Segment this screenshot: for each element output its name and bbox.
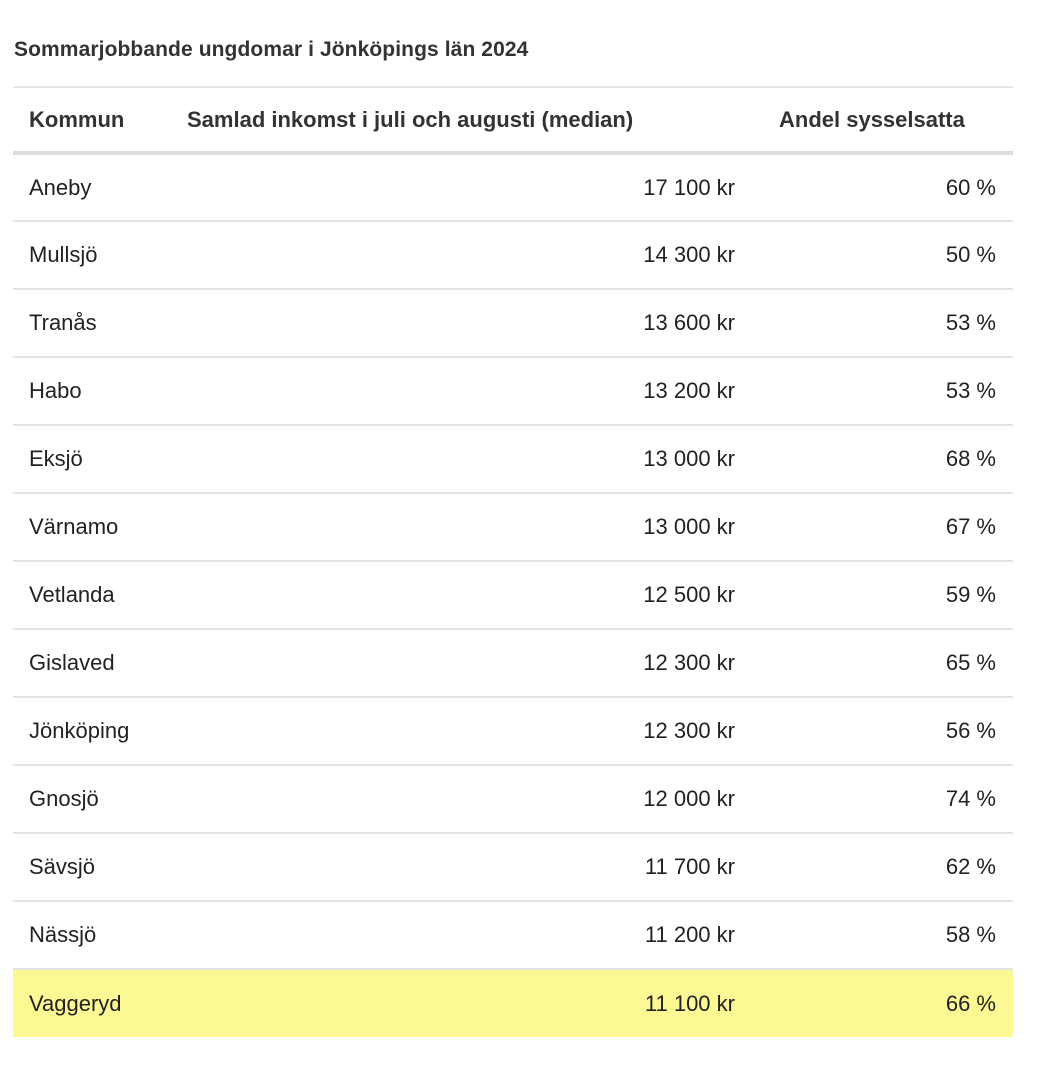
cell-inkomst: 12 300 kr bbox=[643, 718, 735, 743]
cell-kommun: Tranås bbox=[29, 310, 97, 335]
cell-kommun: Värnamo bbox=[29, 514, 119, 539]
cell-kommun: Eksjö bbox=[29, 446, 83, 471]
cell-inkomst: 11 100 kr bbox=[173, 969, 735, 1037]
cell-andel: 56 % bbox=[945, 718, 996, 743]
table-body bbox=[13, 153, 1013, 1037]
table-title: Sommarjobbande ungdomar i Jönköpings län 2024 bbox=[14, 38, 529, 61]
cell-inkomst: 14 300 kr bbox=[643, 242, 735, 267]
cell-kommun: Vetlanda bbox=[29, 582, 115, 607]
cell-inkomst: 11 200 kr bbox=[644, 922, 735, 947]
cell-inkomst: 13 200 kr bbox=[643, 378, 735, 403]
cell-inkomst: 13 000 kr bbox=[643, 446, 735, 471]
table-row bbox=[13, 833, 1013, 901]
cell-kommun: Aneby bbox=[29, 174, 92, 200]
cell-inkomst: 11 700 kr bbox=[644, 854, 735, 879]
cell-kommun: Jönköping bbox=[29, 718, 130, 743]
data-table bbox=[13, 86, 1013, 1037]
cell-andel: 58 % bbox=[945, 922, 996, 947]
cell-kommun: Sävsjö bbox=[29, 854, 96, 879]
cell-inkomst: 12 500 kr bbox=[643, 582, 735, 607]
table-row bbox=[13, 221, 1013, 289]
cell-andel: 53 % bbox=[945, 310, 996, 335]
cell-inkomst: 12 000 kr bbox=[643, 786, 735, 811]
table-row bbox=[13, 561, 1013, 629]
cell-andel: 74 % bbox=[945, 786, 996, 811]
table-row bbox=[13, 289, 1013, 357]
table-header bbox=[13, 87, 1013, 153]
cell-andel: 59 % bbox=[945, 582, 996, 607]
column-header-andel: Andel sysselsatta bbox=[779, 106, 965, 132]
column-header-inkomst: Samlad inkomst i juli och augusti (median) bbox=[187, 106, 634, 132]
table-row bbox=[13, 425, 1013, 493]
cell-inkomst: 13 600 kr bbox=[643, 310, 735, 335]
header-row bbox=[13, 87, 1013, 153]
column-header-kommun: Kommun bbox=[29, 106, 125, 132]
table-row-highlighted bbox=[13, 969, 1013, 1037]
cell-andel: 62 % bbox=[945, 854, 996, 879]
cell-kommun: Gislaved bbox=[29, 650, 115, 675]
cell-kommun: Mullsjö bbox=[29, 242, 98, 267]
table-row bbox=[13, 357, 1013, 425]
table-row bbox=[13, 629, 1013, 697]
table-row bbox=[13, 153, 1013, 221]
cell-kommun: Gnosjö bbox=[29, 786, 99, 811]
cell-andel: 65 % bbox=[945, 650, 996, 675]
cell-kommun: Habo bbox=[29, 378, 82, 403]
cell-andel: 53 % bbox=[945, 378, 996, 403]
cell-inkomst: 17 100 kr bbox=[643, 174, 735, 200]
cell-andel: 60 % bbox=[945, 174, 996, 200]
cell-inkomst: 13 000 kr bbox=[643, 514, 735, 539]
cell-andel: 67 % bbox=[945, 514, 996, 539]
cell-kommun: Vaggeryd bbox=[13, 969, 173, 1037]
table-row bbox=[13, 493, 1013, 561]
cell-kommun: Nässjö bbox=[29, 922, 97, 947]
table-row bbox=[13, 901, 1013, 969]
cell-andel: 66 % bbox=[735, 969, 1013, 1037]
cell-andel: 50 % bbox=[945, 242, 996, 267]
table-row bbox=[13, 765, 1013, 833]
cell-inkomst: 12 300 kr bbox=[643, 650, 735, 675]
cell-andel: 68 % bbox=[945, 446, 996, 471]
table-row bbox=[13, 697, 1013, 765]
